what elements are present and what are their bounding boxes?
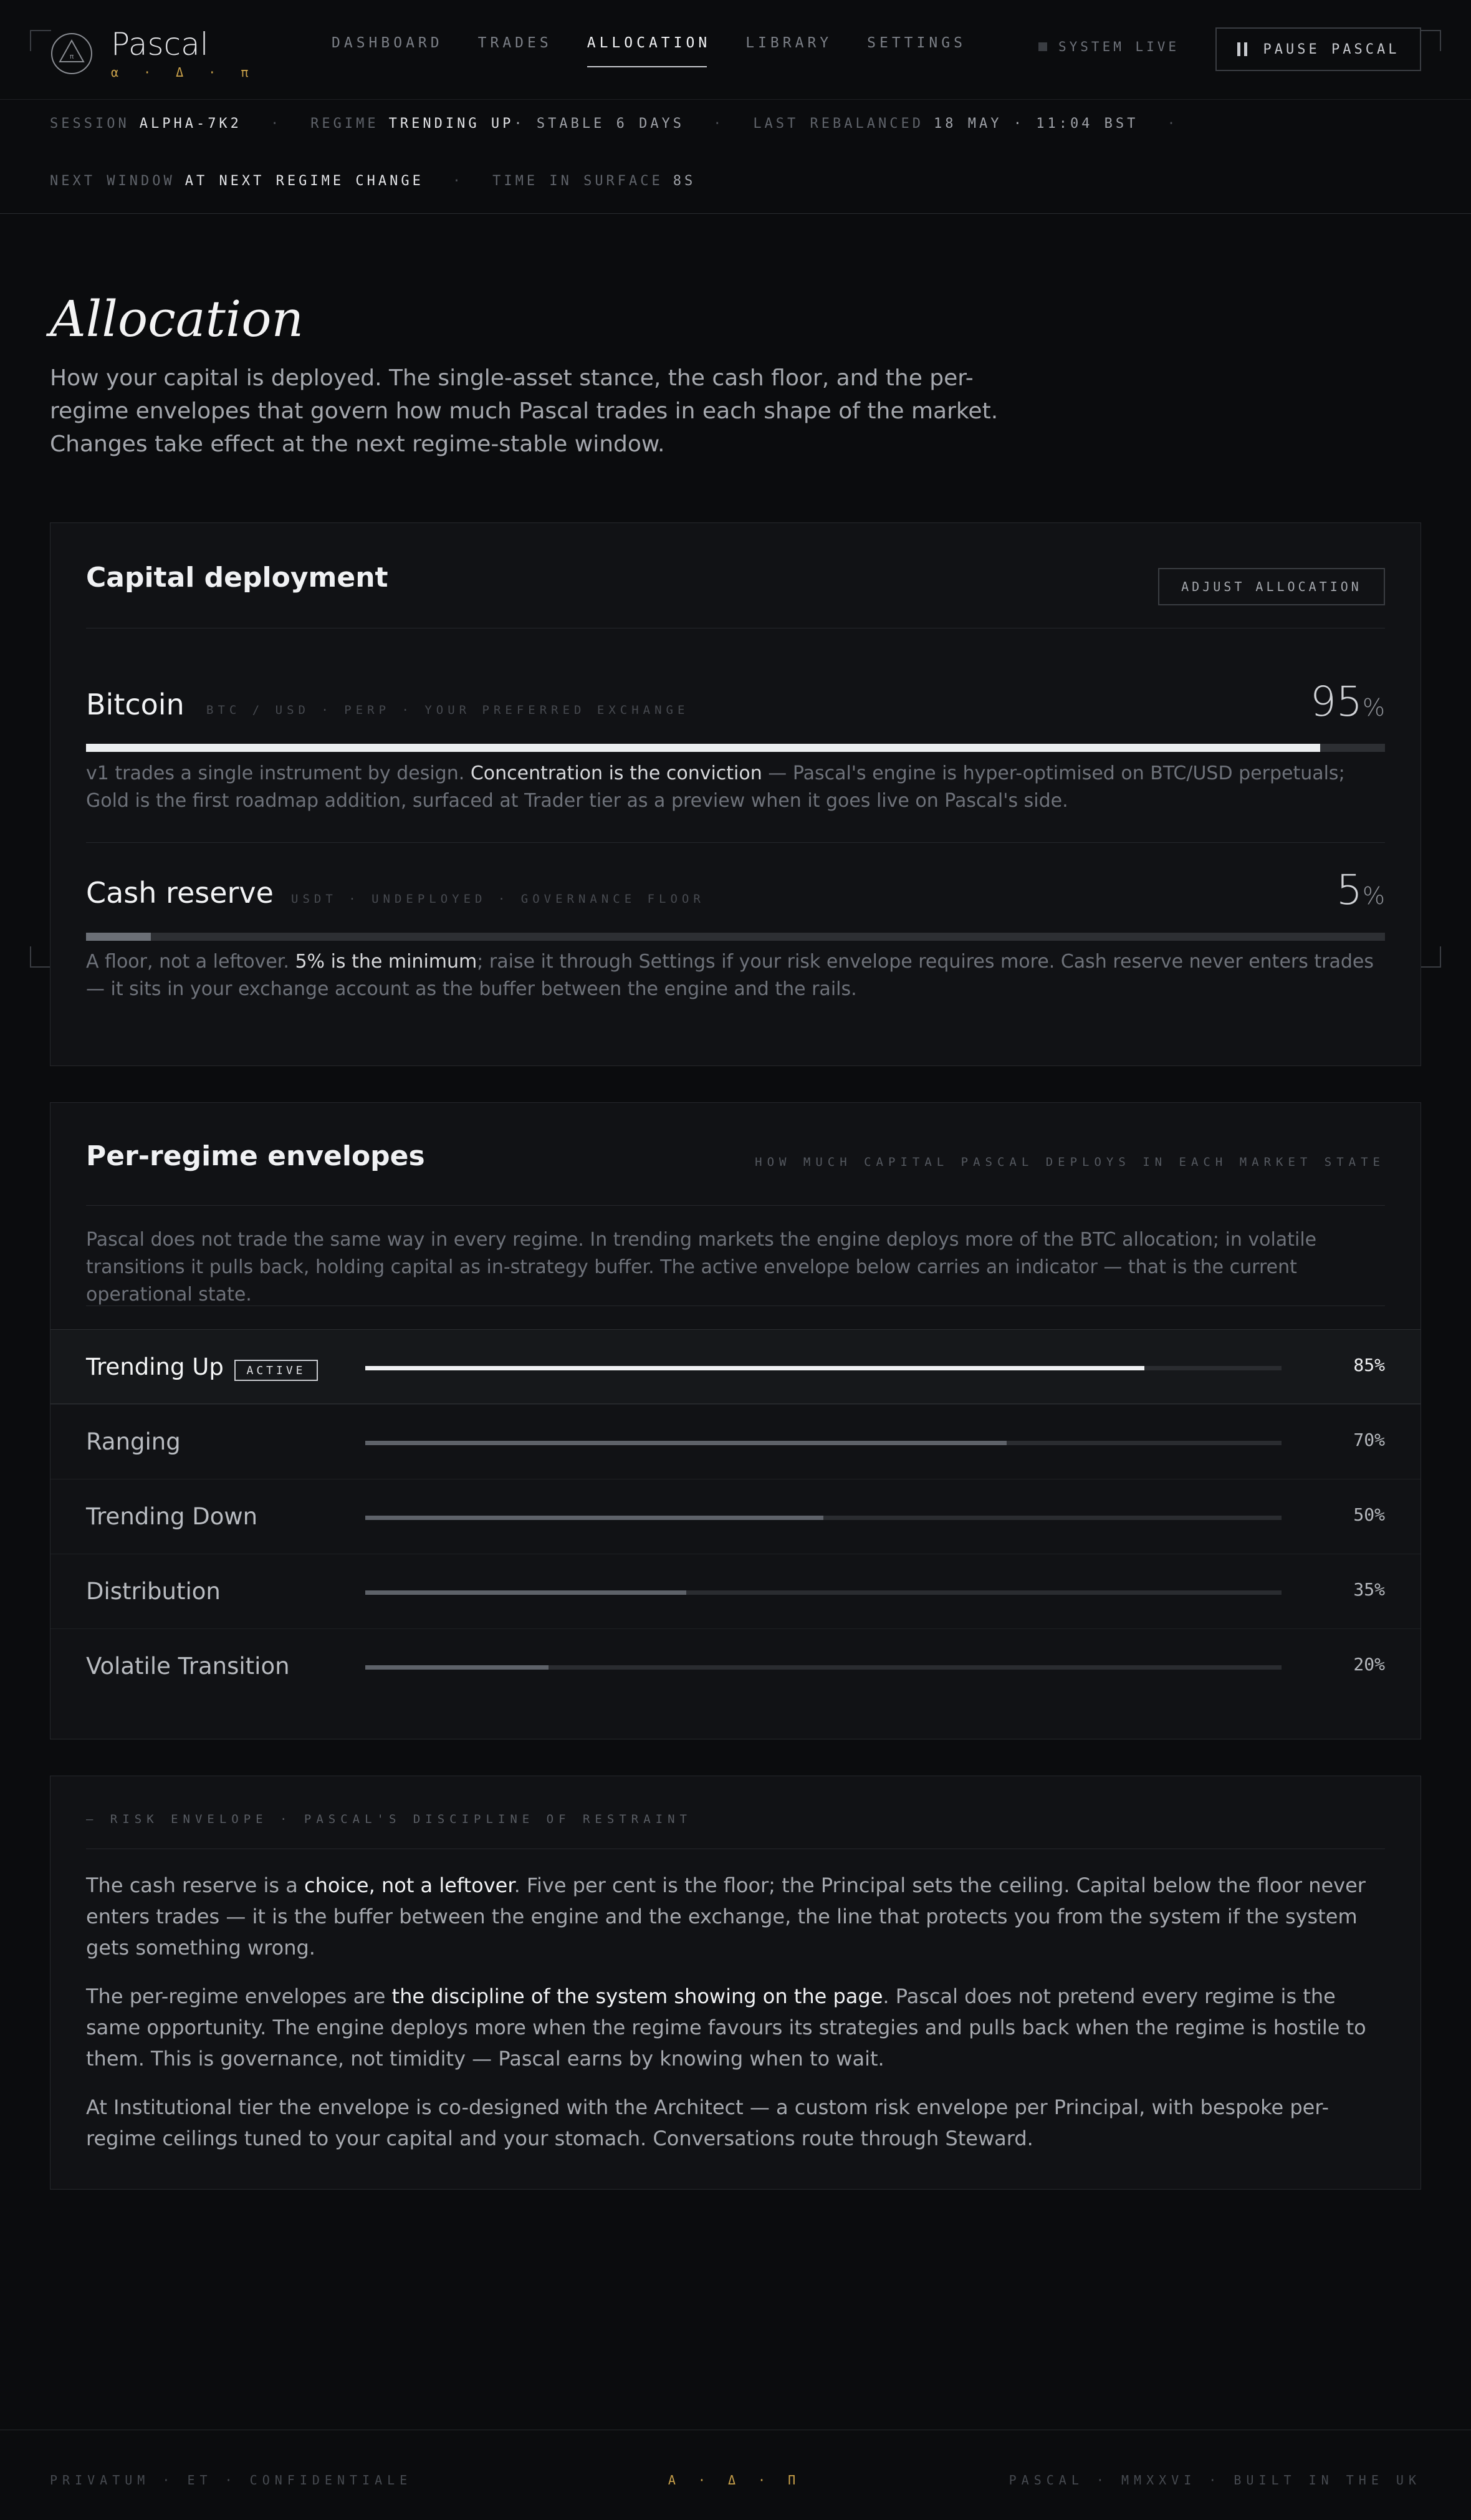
system-status: [1038, 39, 1179, 54]
regime-pct: 85%: [1353, 1355, 1385, 1375]
emphasis: 5% is the minimum: [295, 951, 477, 973]
divider: [86, 1205, 1385, 1206]
time-in-surface-value: 8S: [673, 173, 696, 189]
regime-bar: [365, 1441, 1282, 1445]
pascal-logo-icon: [50, 32, 93, 75]
asset-meta-bitcoin: BTC / USD · PERP · YOUR PREFERRED EXCHANGE: [206, 703, 689, 717]
risk-paragraph-3: At Institutional tier the envelope is co-designed with the Architect — a custom risk envelope per Principal, with bespoke per-regime ceilings tuned to your capital and your stomach. Conversations route through Steward.: [86, 2095, 1330, 2150]
risk-paragraph-2: The per-regime envelopes are the discipline of the system showing on the page. Pascal does not pretend every regime is the same opportunity. The engine deploys more when the regime favours its strategies and pulls back when the regime is hostile to them. This is governance, not timidity — Pascal earns by knowing when to wait.: [86, 1984, 1366, 2070]
nav-dashboard[interactable]: DASHBOARD: [332, 35, 443, 51]
pause-label: PAUSE PASCAL: [1263, 41, 1400, 57]
regime-extra: · STABLE 6 DAYS: [514, 116, 685, 132]
brand[interactable]: [50, 27, 257, 80]
regime-pct: 70%: [1353, 1430, 1385, 1450]
adjust-allocation-button[interactable]: ADJUST ALLOCATION: [1158, 568, 1385, 605]
regime-bar-fill: [365, 1516, 823, 1520]
brand-name: Pascal: [111, 26, 209, 62]
regime-bar: [365, 1516, 1282, 1520]
regime-pct: 35%: [1353, 1579, 1385, 1600]
nav-library[interactable]: LIBRARY: [745, 35, 833, 51]
regime-bar-fill: [365, 1441, 1007, 1445]
regime-bar-fill: [365, 1665, 549, 1670]
regime-name: Ranging: [86, 1428, 181, 1455]
pause-pascal-button[interactable]: [1215, 27, 1421, 71]
capital-deployment-card: [50, 522, 1421, 1066]
session-row-1: [50, 116, 1207, 132]
regime-bar-fill: [365, 1366, 1144, 1370]
allocation-bar-fill-bitcoin: [86, 744, 1320, 752]
regime-envelopes-tag: HOW MUCH CAPITAL PASCAL DEPLOYS IN EACH MARKET STATE: [755, 1155, 1385, 1169]
regime-row-volatile-transition[interactable]: [50, 1628, 1421, 1703]
page-title: Allocation: [50, 290, 304, 348]
regime-row-distribution[interactable]: [50, 1554, 1421, 1628]
nav-settings[interactable]: SETTINGS: [867, 35, 966, 51]
status-indicator-icon: [1038, 42, 1047, 51]
risk-envelope-kicker: — RISK ENVELOPE · PASCAL'S DISCIPLINE OF RESTRAINT: [86, 1812, 692, 1826]
footer-left: PRIVATUM · ET · CONFIDENTIALE: [50, 2473, 413, 2488]
risk-paragraph-1: The cash reserve is a choice, not a leftover. Five per cent is the floor; the Principal sets the ceiling. Capital below the floor never enters trades — it is the buffer between the engine and the exchange, the line that protects you from the system if the system gets something wrong.: [86, 1873, 1366, 1960]
asset-desc-cash-reserve: A floor, not a leftover. 5% is the minimum; raise it through Settings if your risk envelope requires more. Cash reserve never enters trades — it sits in your exchange account as the buffer between the engine and the rails.: [86, 951, 1374, 1000]
nav-trades[interactable]: TRADES: [477, 35, 552, 51]
regime-bar-fill: [365, 1590, 686, 1595]
regime-value: TRENDING UP: [388, 116, 514, 132]
capital-deployment-title: Capital deployment: [86, 562, 388, 594]
time-in-surface-key: TIME IN SURFACE: [492, 173, 663, 189]
separator: ·: [270, 116, 282, 132]
regime-name: Trending Up: [86, 1354, 224, 1380]
regime-pct: 50%: [1353, 1504, 1385, 1525]
regime-name: Distribution: [86, 1578, 221, 1605]
rebalanced-value: 18 MAY · 11:04 BST: [934, 116, 1139, 132]
regime-row-trending-down[interactable]: [50, 1479, 1421, 1554]
next-window-value: AT NEXT REGIME CHANGE: [184, 173, 424, 189]
regime-envelopes-intro: Pascal does not trade the same way in every regime. In trending markets the engine deploys more of the BTC allocation; in volatile transitions it pulls back, holding capital as in-strategy buffer. The active envelope below carries an indicator — that is the current operational state.: [86, 1229, 1317, 1306]
pause-icon: [1237, 42, 1251, 56]
regime-bar: [365, 1665, 1282, 1670]
asset-desc-bitcoin: v1 trades a single instrument by design. Concentration is the conviction — Pascal's engine is hyper-optimised on BTC/USD perpetuals; Gold is the first roadmap addition, surfaced at Trader tier as a preview when it goes live on Pascal's side.: [86, 762, 1345, 812]
active-badge: ACTIVE: [234, 1360, 318, 1381]
asset-pct-bitcoin: 95%: [1310, 678, 1385, 726]
rebalanced-key: LAST REBALANCED: [753, 116, 924, 132]
session-bar: [0, 100, 1471, 214]
svg-text:π: π: [69, 52, 74, 60]
main-nav: [332, 35, 1001, 67]
allocation-bar-bitcoin: [86, 744, 1385, 752]
asset-name-cash-reserve: Cash reserve: [86, 876, 274, 910]
regime-bar: [365, 1590, 1282, 1595]
regime-key: REGIME: [310, 116, 379, 132]
brand-glyphs: α · Δ · π: [111, 65, 257, 80]
session-value: ALPHA-7K2: [139, 116, 242, 132]
page-subtitle: How your capital is deployed. The single-asset stance, the cash floor, and the per-regime envelopes that govern how much Pascal trades in each shape of the market. Changes take effect at the next regime-stable window.: [50, 365, 999, 457]
asset-name-bitcoin: Bitcoin: [86, 688, 184, 721]
regime-bar: [365, 1366, 1282, 1370]
footer-right: PASCAL · MMXXVI · BUILT IN THE UK: [1009, 2473, 1421, 2488]
regime-row-ranging[interactable]: [50, 1404, 1421, 1479]
session-row-2: [50, 173, 696, 189]
corner-bracket-br: [1420, 946, 1441, 968]
allocation-bar-cash-reserve: [86, 933, 1385, 941]
divider: [86, 842, 1385, 843]
regime-envelopes-title: Per-regime envelopes: [86, 1140, 425, 1172]
asset-pct-cash-reserve: 5%: [1336, 866, 1385, 914]
regime-row-trending-up[interactable]: [50, 1329, 1421, 1404]
emphasis: the discipline of the system showing on the page: [391, 1984, 883, 2008]
top-header: [0, 0, 1471, 100]
emphasis: Concentration is the conviction: [470, 762, 762, 784]
corner-bracket-bl: [30, 946, 51, 968]
regime-name: Volatile Transition: [86, 1653, 290, 1680]
nav-allocation[interactable]: ALLOCATION: [587, 35, 711, 67]
next-window-key: NEXT WINDOW: [50, 173, 175, 189]
status-label: SYSTEM LIVE: [1058, 39, 1180, 54]
risk-envelope-card: [50, 1776, 1421, 2190]
separator: ·: [452, 173, 464, 189]
allocation-bar-fill-cash-reserve: [86, 933, 151, 941]
footer-center: Α · Δ · Π: [668, 2473, 803, 2488]
asset-meta-cash-reserve: USDT · UNDEPLOYED · GOVERNANCE FLOOR: [291, 892, 705, 906]
separator: ·: [713, 116, 725, 132]
regime-name: Trending Down: [86, 1503, 258, 1530]
separator: ·: [1167, 116, 1179, 132]
regime-pct: 20%: [1353, 1654, 1385, 1675]
emphasis: choice, not a leftover: [304, 1873, 514, 1897]
page-footer: [0, 2430, 1471, 2520]
regime-envelopes-card: [50, 1102, 1421, 1739]
session-key: SESSION: [50, 116, 130, 132]
